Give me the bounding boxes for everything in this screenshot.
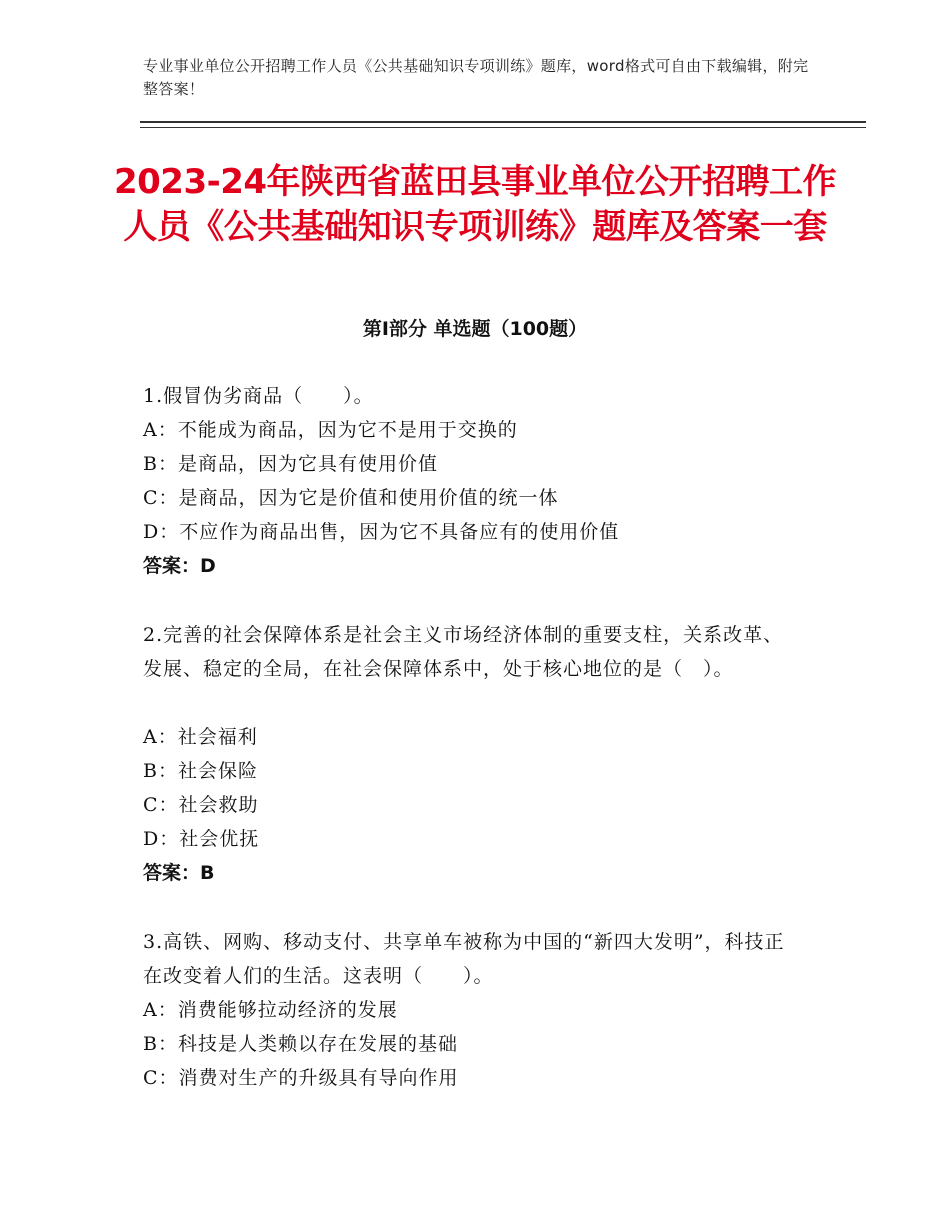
question-3-option-a: A：消费能够拉动经济的发展	[143, 999, 398, 1021]
question-1-text: 1.假冒伪劣商品（ ）。	[143, 385, 374, 407]
question-2-option-a: A：社会福利	[143, 726, 258, 748]
header-rule-thin	[140, 127, 866, 128]
question-1-option-c: C：是商品，因为它是价值和使用价值的统一体	[143, 487, 559, 509]
question-1-option-b: B：是商品，因为它具有使用价值	[143, 453, 438, 475]
section-heading: 第Ⅰ部分 单选题（100题）	[362, 318, 588, 340]
question-1-option-d: D：不应作为商品出售，因为它不具备应有的使用价值	[143, 521, 620, 543]
question-2-option-d: D：社会优抚	[143, 828, 260, 850]
question-2-option-c: C：社会救助	[143, 794, 259, 816]
header-rule-thick	[140, 121, 866, 123]
question-3-option-c: C：消费对生产的升级具有导向作用	[143, 1067, 459, 1089]
document-title: 2023-24年陕西省蓝田县事业单位公开招聘工作人员《公共基础知识专项训练》题库及答案一套	[113, 162, 837, 247]
question-2-option-b: B：社会保险	[143, 760, 258, 782]
question-2-answer: 答案：B	[143, 862, 215, 884]
question-1-answer: 答案：D	[143, 555, 216, 577]
question-3-option-b: B：科技是人类赖以存在发展的基础	[143, 1033, 458, 1055]
header-note: 专业事业单位公开招聘工作人员《公共基础知识专项训练》题库，word格式可自由下载编辑，附完整答案！	[143, 57, 809, 98]
question-1-option-a: A：不能成为商品，因为它不是用于交换的	[143, 419, 518, 441]
question-3-text: 3.高铁、网购、移动支付、共享单车被称为中国的“新四大发明”，科技正在改变着人们的生活。这表明（ ）。	[143, 931, 785, 987]
question-2-text: 2.完善的社会保障体系是社会主义市场经济体制的重要支柱，关系改革、发展、稳定的全局，在社会保障体系中，处于核心地位的是（ ）。	[143, 624, 784, 680]
